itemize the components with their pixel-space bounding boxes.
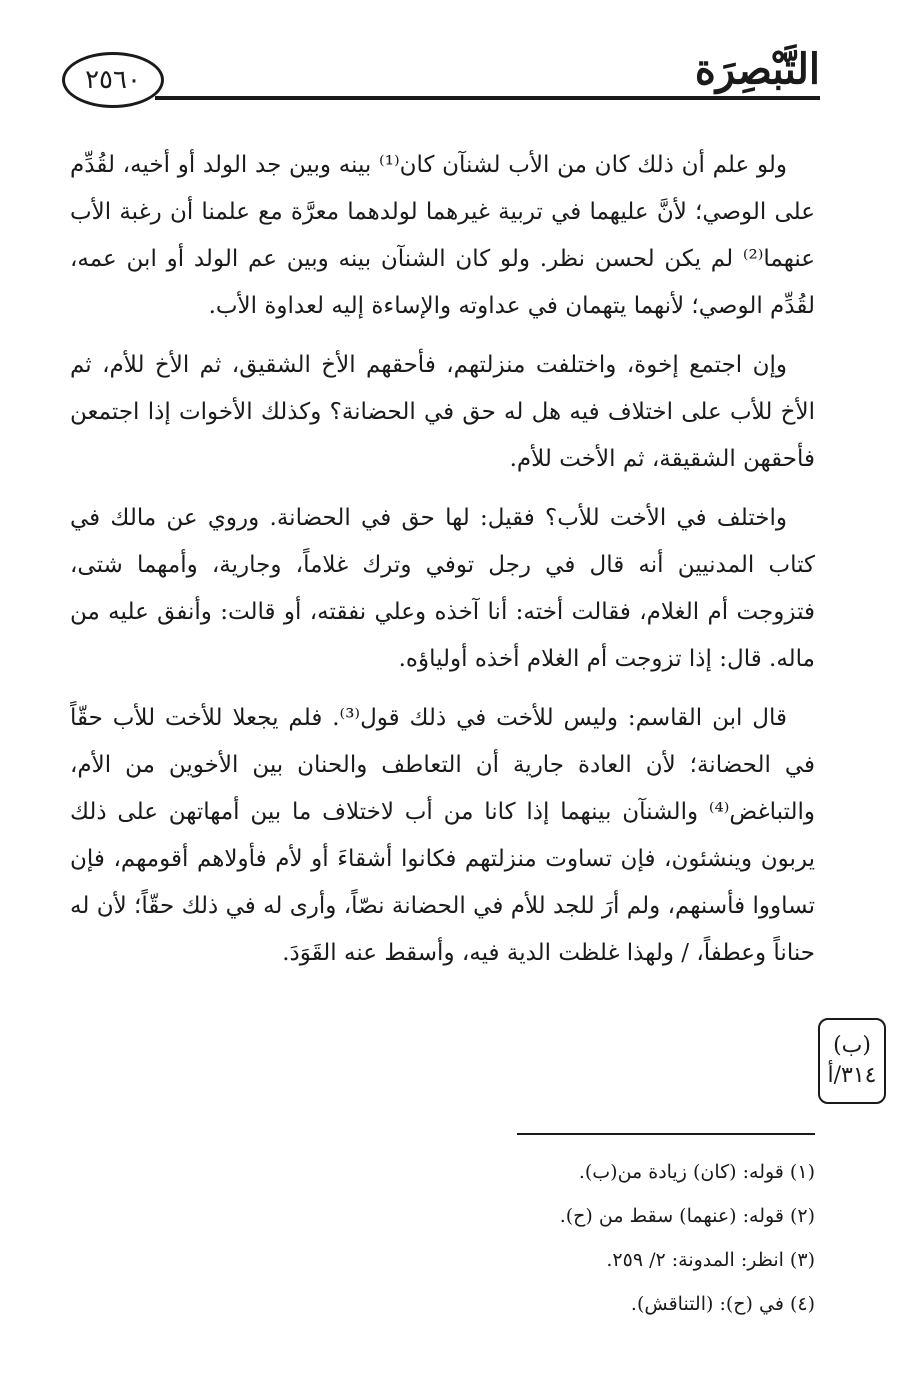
footnotes — [400, 1150, 815, 1326]
book-title: التَّبْصِرَة — [694, 44, 820, 95]
paragraph-1: ولو علم أن ذلك كان من الأب لشنآن كان⁽¹⁾ بينه وبين جد الولد أو أخيه، لقُدِّم على الوصي؛ لأنَّ عليهما في تربية غيرهما لولدهما معرَّة مع علمنا أن رغبة الأب عنهما⁽²⁾ لم يكن لحسن نظر. ولو كان الشنآن بينه وبين عم الولد أو ابن عمه، لقُدِّم الوصي؛ لأنهما يتهمان في عداوته والإساءة إليه لعداوة الأب. — [70, 152, 815, 319]
folio-number: ٣١٤/أ — [827, 1063, 877, 1088]
paragraph-4: قال ابن القاسم: وليس للأخت في ذلك قول⁽³⁾. فلم يجعلا للأخت للأب حقّاً في الحضانة؛ لأن العادة جارية أن التعاطف والحنان بين الأخوين من الأم، والتباغض⁽⁴⁾ والشنآن بينهما إذا كانا من أب لاختلاف ما بين أمهاتهن على ذلك يربون وينشئون، فإن تساوت منزلتهم فكانوا أشقاءَ أو لأم فأولاهم أقومهم، فإن تساووا فأسنهم، ولم أرَ للجد للأم في الحضانة نصّاً، وأرى له في ذلك حقّاً؛ لأن له حناناً وعطفاً، / ولهذا غلظت الدية فيه، وأسقط عنه القَوَدَ. — [70, 705, 815, 966]
footnote-2: (٢) قوله: (عنهما) سقط من (ح). — [559, 1205, 815, 1227]
footnote-1: (١) قوله: (كان) زيادة من(ب). — [578, 1161, 815, 1183]
footnote-4: (٤) في (ح): (التناقش). — [630, 1293, 815, 1315]
paragraph-3: واختلف في الأخت للأب؟ فقيل: لها حق في الحضانة. وروي عن مالك في كتاب المدنيين أنه قال في رجل توفي وترك غلاماً، وجارية، وأمهما شتى، فتزوجت أم الغلام، فقالت أخته: أنا آخذه وعلي نفقته، أو قالت: وأنفق عليه من ماله. قال: إذا تزوجت أم الغلام أخذه أولياؤه. — [70, 505, 815, 672]
main-text — [70, 142, 815, 989]
manuscript-folio-note — [818, 1018, 886, 1104]
folio-manuscript-label: (ب) — [833, 1033, 871, 1058]
footnote-3: (٣) انظر: المدونة: ٢/ ٢٥٩. — [606, 1249, 815, 1271]
paragraph-2: وإن اجتمع إخوة، واختلفت منزلتهم، فأحقهم الأخ الشقيق، ثم الأخ للأم، ثم الأخ للأب على اختلاف فيه هل له حق في الحضانة؟ وكذلك الأخوات إذا اجتمعن فأحقهن الشقيقة، ثم الأخت للأم. — [70, 352, 815, 472]
page-number-badge — [62, 52, 164, 108]
page-header — [60, 40, 820, 120]
page-number: ٢٥٦٠ — [85, 65, 141, 95]
book-title-logo — [670, 46, 820, 106]
footnote-separator — [517, 1133, 815, 1135]
